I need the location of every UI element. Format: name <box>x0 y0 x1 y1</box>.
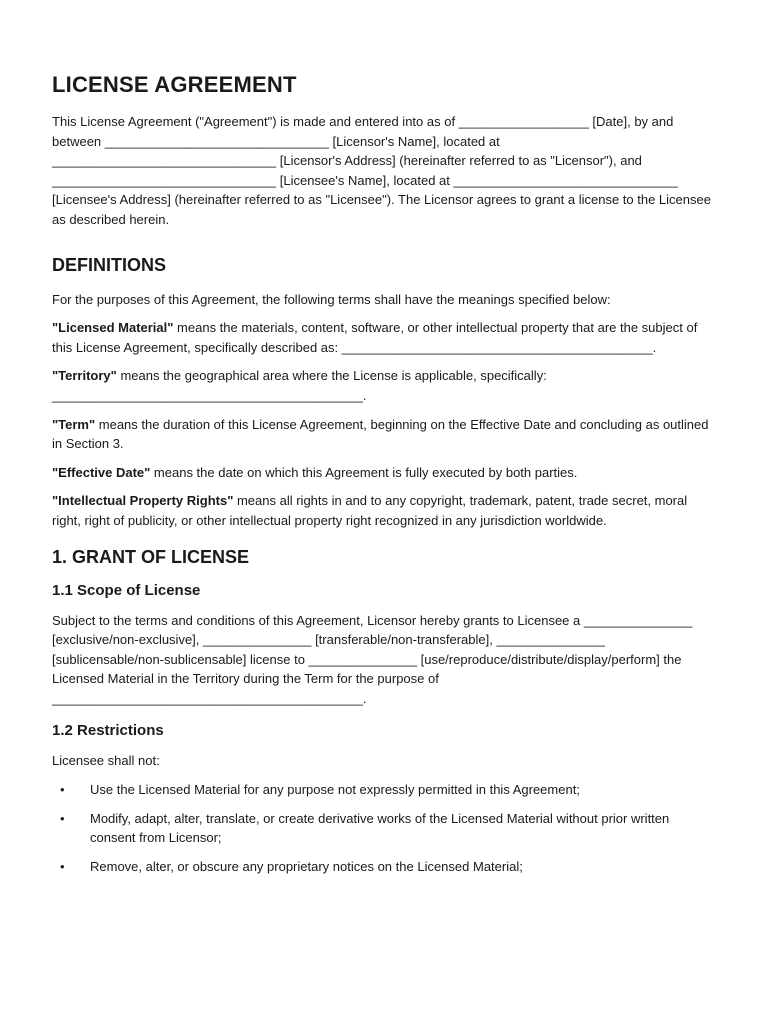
list-item-text: Remove, alter, or obscure any proprietary notices on the Licensed Material; <box>90 858 523 874</box>
restrictions-heading: 1.2 Restrictions <box>52 722 164 740</box>
definition-term: "Intellectual Property Rights" <box>52 493 234 509</box>
definition-item <box>52 366 718 405</box>
definition-term: "Licensed Material" <box>52 320 174 336</box>
scope-paragraph: Subject to the terms and conditions of this Agreement, Licensor hereby grants to Licensee a _______________ [exclusive/non-exclusive], _______________ [transferable/non-transferable], _______________ [sublicensable/non-sublicensable] license to _______________ [use/reproduce/distribute/display/perform] the Licensed Material in the Territory during the Term for the purpose of ___________________________________________. <box>52 612 693 706</box>
list-item-text: Modify, adapt, alter, translate, or create derivative works of the Licensed Material without prior written consent from Licensor; <box>90 810 670 846</box>
definition-text: means the duration of this License Agreement, beginning on the Effective Date and concluding as outlined in Section 3. <box>52 416 709 452</box>
definition-item <box>52 318 718 357</box>
restrictions-list <box>52 780 718 876</box>
bullet-icon: • <box>60 810 65 826</box>
list-item <box>52 780 718 800</box>
bullet-icon: • <box>60 782 65 798</box>
definition-term: "Territory" <box>52 368 117 384</box>
definition-item <box>52 415 718 454</box>
definition-text: means the materials, content, software, or other intellectual property that are the subject of this License Agreement, specifically described as: ___________________________________________. <box>52 320 698 355</box>
list-item <box>52 809 718 848</box>
definition-text: means all rights in and to any copyright, trademark, patent, trade secret, moral right, right of publicity, or other intellectual property right recognized in any jurisdiction worldwide. <box>52 493 688 528</box>
document-title: LICENSE AGREEMENT <box>52 72 297 97</box>
definition-item <box>52 463 718 483</box>
list-item <box>52 857 718 877</box>
definition-text: means the date on which this Agreement is fully executed by both parties. <box>150 464 578 480</box>
definition-item <box>52 491 718 530</box>
definition-text: means the geographical area where the License is applicable, specifically: ___________________________________________. <box>52 368 547 403</box>
definitions-heading: DEFINITIONS <box>52 254 167 275</box>
restrictions-lead: Licensee shall not: <box>52 753 160 769</box>
list-item-text: Use the Licensed Material for any purpose not expressly permitted in this Agreement; <box>90 782 580 798</box>
scope-heading: 1.1 Scope of License <box>52 581 201 599</box>
bullet-icon: • <box>60 858 65 874</box>
definition-term: "Effective Date" <box>52 464 151 480</box>
definition-term: "Term" <box>52 416 96 432</box>
definitions-lead: For the purposes of this Agreement, the following terms shall have the meanings specified below: <box>52 291 611 307</box>
intro-paragraph: This License Agreement ("Agreement") is made and entered into as of __________________ [Date], by and between _______________________________ [Licensor's Name], located at _______________________________ [Licensor's Address] (hereinafter referred to as "Licensor"), and _______________________________ [Licensee's Name], located at _______________________________ [Licensee's Address] (hereinafter referred to as "Licensee"). The Licensor agrees to grant a license to the Licensee as described herein. <box>52 114 711 227</box>
grant-heading: 1. GRANT OF LICENSE <box>52 546 250 567</box>
